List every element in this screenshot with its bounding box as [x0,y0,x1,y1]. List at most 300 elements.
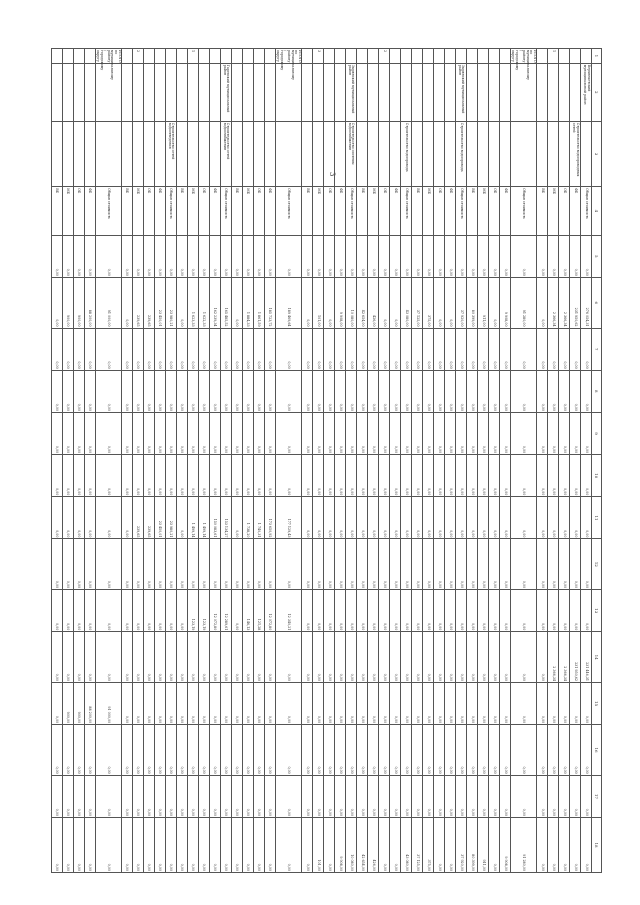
value-cell: 37 125,00 [411,817,422,872]
value-cell: 0,00 [537,497,548,539]
value-cell: 0,00 [345,497,356,539]
value-cell: 0,00 [121,277,132,328]
row-label-c2 [84,63,95,121]
value-cell: 426,00 [367,277,378,328]
value-cell: 0,00 [389,775,400,817]
row-label-c2 [537,63,548,121]
value-cell: 0,00 [209,412,220,454]
value-cell: 23 450,01 [154,277,165,328]
value-cell: 0,00 [154,632,165,683]
value-cell: 0,00 [488,412,499,454]
value-cell: 0,00 [220,539,231,590]
value-cell: 0,00 [176,590,187,632]
value-cell: 0,00 [84,725,95,776]
value-cell: 0,00 [367,775,378,817]
value-cell: 0,00 [334,725,345,776]
value-cell: 0,00 [198,370,209,412]
table-row [264,49,275,873]
value-cell: 0,00 [477,775,488,817]
value-cell: 0,00 [301,328,312,370]
value-cell: 0,00 [433,235,444,277]
value-cell: 0,00 [378,817,389,872]
value-cell: 0,00 [499,412,510,454]
row-label-c1 [537,49,548,64]
value-cell: 0,00 [378,725,389,776]
row-label-c2 [154,63,165,121]
value-cell: 0,00 [389,817,400,872]
value-cell: 0,00 [537,412,548,454]
value-cell: 0,00 [62,412,73,454]
value-cell: 0,00 [422,235,433,277]
row-label-c4: ВБ [301,187,312,236]
value-cell: 0,00 [510,539,536,590]
row-label-c2 [389,63,400,121]
value-cell: 0,00 [345,590,356,632]
value-cell: 80 399,00 [466,817,477,872]
row-label-c4: Общая стоимость [165,187,176,236]
value-cell: 0,00 [132,632,143,683]
row-label-c1 [400,49,411,64]
row-label-c2: Зырянский муниципальный район [455,63,466,121]
value-cell: 91 280,00 [510,817,536,872]
value-cell: 0,00 [231,632,242,683]
value-cell: 0,00 [581,455,592,497]
value-cell: 0,00 [323,632,334,683]
value-cell: 0,00 [433,775,444,817]
table-row [378,49,389,873]
value-cell: 37 920,00 [455,817,466,872]
value-cell: 0,00 [433,539,444,590]
row-label-c3: Строительство сетей водоотведения [165,121,176,186]
value-cell: 0,00 [198,775,209,817]
row-label-c3 [581,121,592,186]
row-label-c1 [581,49,592,64]
value-cell: 0,00 [455,497,466,539]
value-cell: 231 446,31 [581,632,592,683]
value-cell: 239,65 [132,497,143,539]
value-cell: 0,00 [466,455,477,497]
value-cell: 0,00 [444,455,455,497]
value-cell: 0,00 [477,412,488,454]
value-cell: 900,00 [62,682,73,724]
row-label-c1 [466,49,477,64]
value-cell: 0,00 [275,817,301,872]
value-cell: 0,00 [345,235,356,277]
value-cell: 0,00 [242,235,253,277]
value-cell: 189 469,64 [275,277,301,328]
value-cell: 0,00 [356,539,367,590]
value-cell: 0,00 [121,632,132,683]
value-cell: 0,00 [466,328,477,370]
row-label-c3: Строительство водопроводных сетей [570,121,581,186]
value-cell: 0,00 [154,412,165,454]
value-cell: 2 366,34 [548,632,559,683]
row-label-c2 [444,63,455,121]
row-label-c1 [422,49,433,64]
row-label-c3 [444,121,455,186]
value-cell: 0,00 [84,497,95,539]
value-cell: 0,00 [477,725,488,776]
value-cell: 0,00 [411,412,422,454]
row-label-c1 [499,49,510,64]
value-cell: 0,00 [62,817,73,872]
value-cell: 0,00 [356,412,367,454]
value-cell: 911,00 [477,277,488,328]
row-label-c2: Зырянский муниципальный район [345,63,356,121]
value-cell: 0,00 [345,539,356,590]
value-cell: 0,00 [84,455,95,497]
value-cell: 0,00 [312,775,323,817]
value-cell: 0,00 [73,590,84,632]
row-label-c2 [312,63,323,121]
value-cell: 0,00 [433,412,444,454]
value-cell: 0,00 [345,370,356,412]
row-label-c2 [334,63,345,121]
value-cell: 0,00 [187,775,198,817]
value-cell: 0,00 [334,497,345,539]
value-cell: 0,00 [323,235,334,277]
value-cell: 0,00 [559,412,570,454]
value-cell: 0,00 [176,632,187,683]
row-label-c3 [51,121,62,186]
row-label-c4: ОБ [323,187,334,236]
value-cell: 0,00 [367,412,378,454]
value-cell: 0,00 [187,412,198,454]
row-label-c1 [411,49,422,64]
row-label-c2 [378,63,389,121]
value-cell: 2 366,34 [559,277,570,328]
value-cell: 0,00 [187,370,198,412]
value-cell: 0,00 [334,370,345,412]
value-cell: 0,00 [253,725,264,776]
value-cell: 150 083,61 [209,497,220,539]
value-cell: 0,00 [389,235,400,277]
row-label-c2: Верхнекетский муниципальный район [581,63,592,121]
value-cell: 43 080,00 [400,277,411,328]
value-cell: 0,00 [356,235,367,277]
value-cell: 0,00 [411,539,422,590]
row-label-c1 [455,49,466,64]
value-cell: 0,00 [187,817,198,872]
row-label-c3 [548,121,559,186]
row-label-c1: 2 [378,49,389,64]
value-cell: 0,00 [154,455,165,497]
value-cell: 0,00 [537,370,548,412]
value-cell: 0,00 [400,632,411,683]
row-label-c4: ФБ [84,187,95,236]
value-cell: 0,00 [73,235,84,277]
value-cell: 0,00 [62,235,73,277]
value-cell: 0,00 [548,412,559,454]
value-cell: 0,00 [422,328,433,370]
value-cell: 0,00 [581,497,592,539]
value-cell: 0,00 [570,817,581,872]
row-label-c1 [209,49,220,64]
value-cell: 0,00 [73,817,84,872]
value-cell: 0,00 [176,817,187,872]
row-label-c2 [488,63,499,121]
value-cell: 0,00 [389,539,400,590]
value-cell: 0,00 [51,590,62,632]
row-label-c2 [275,63,301,121]
value-cell: 0,00 [165,235,176,277]
budget-table [51,48,602,873]
value-cell: 900,00 [62,277,73,328]
row-label-c4: МБ [132,187,143,236]
value-cell: 23 980,21 [165,497,176,539]
value-cell: 0,00 [264,235,275,277]
value-cell: 0,00 [264,412,275,454]
row-label-c2 [143,63,154,121]
value-cell: 0,00 [367,682,378,724]
value-cell: 1 499,14 [198,497,209,539]
row-label-c4: ФБ [154,187,165,236]
value-cell: 0,00 [132,370,143,412]
row-label-c2 [198,63,209,121]
row-label-c1 [73,49,84,64]
value-cell: 0,00 [121,682,132,724]
value-cell: 0,00 [559,370,570,412]
value-cell: 80 399,00 [466,277,477,328]
value-cell: 0,00 [323,455,334,497]
table-row [510,49,536,873]
value-cell: 0,00 [570,682,581,724]
table-row [570,49,581,873]
value-cell: 0,00 [581,328,592,370]
row-label-c1: ИТОГО по муниципальному району / городскому округу [276,50,302,80]
value-cell: 0,00 [231,590,242,632]
table-row [367,49,378,873]
value-cell: 0,00 [209,725,220,776]
value-cell: 0,00 [455,235,466,277]
value-cell: 0,00 [176,539,187,590]
value-cell: 0,00 [559,775,570,817]
value-cell: 0,00 [73,497,84,539]
value-cell: 0,00 [477,590,488,632]
row-label-c1: 1 [187,49,198,64]
value-cell: 0,00 [312,235,323,277]
value-cell: 0,00 [444,412,455,454]
value-cell: 0,00 [444,539,455,590]
row-label-c1 [334,49,345,64]
table-row [312,49,323,873]
value-cell: 123,19 [198,590,209,632]
table-row [84,49,95,873]
row-label-c2 [548,63,559,121]
value-cell: 0,00 [537,328,548,370]
value-cell: 0,00 [422,590,433,632]
value-cell: 0,00 [389,632,400,683]
row-label-c2 [264,63,275,121]
value-cell: 0,00 [51,328,62,370]
header-cell: 7 [592,328,602,370]
value-cell: 146,13 [242,590,253,632]
row-label-c2 [132,63,143,121]
value-cell: 0,00 [95,455,121,497]
value-cell: 0,00 [198,235,209,277]
row-label-c4: МБ [548,187,559,236]
value-cell: 0,00 [378,775,389,817]
value-cell: 0,00 [312,682,323,724]
value-cell: 0,00 [510,235,536,277]
value-cell: 0,00 [510,455,536,497]
value-cell: 0,00 [301,497,312,539]
value-cell: 0,00 [143,590,154,632]
value-cell: 0,00 [231,682,242,724]
row-label-c4: МБ [367,187,378,236]
row-label-c2 [477,63,488,121]
value-cell: 165 485,52 [220,277,231,328]
value-cell: 0,00 [143,235,154,277]
table-row [154,49,165,873]
value-cell: 0,00 [73,328,84,370]
value-cell: 0,00 [95,235,121,277]
value-cell: 0,00 [132,539,143,590]
value-cell: 0,00 [411,590,422,632]
value-cell: 0,00 [51,725,62,776]
value-cell: 0,00 [581,235,592,277]
value-cell: 0,00 [73,775,84,817]
value-cell: 0,00 [323,817,334,872]
row-label-c1 [559,49,570,64]
table-row [548,49,559,873]
row-label-c2 [242,63,253,121]
row-label-c2 [356,63,367,121]
value-cell: 0,00 [499,775,510,817]
value-cell: 0,00 [242,682,253,724]
value-cell: 0,00 [95,412,121,454]
row-label-c4: ОБ [143,187,154,236]
value-cell: 0,00 [444,328,455,370]
value-cell: 0,00 [132,328,143,370]
row-label-c4: МБ [62,187,73,236]
value-cell: 0,00 [345,632,356,683]
value-cell: 0,00 [231,725,242,776]
value-cell: 0,00 [231,370,242,412]
value-cell: 0,00 [389,725,400,776]
row-label-c4: ОБ [378,187,389,236]
table-row [165,49,176,873]
value-cell: 0,00 [143,817,154,872]
value-cell: 0,00 [220,775,231,817]
row-label-c3 [253,121,264,186]
value-cell: 0,00 [499,682,510,724]
value-cell: 0,00 [389,455,400,497]
value-cell: 0,00 [537,590,548,632]
value-cell: 0,00 [559,235,570,277]
row-label-c1: ИТОГО по муниципальному району / городскому округу [96,50,122,80]
header-cell: 10 [592,455,602,497]
value-cell: 0,00 [121,328,132,370]
value-cell: 0,00 [537,775,548,817]
value-cell: 0,00 [209,539,220,590]
row-label-c3 [323,121,334,186]
value-cell: 0,00 [411,497,422,539]
value-cell: 0,00 [62,775,73,817]
value-cell: 0,00 [165,682,176,724]
value-cell: 0,00 [488,682,499,724]
value-cell: 0,00 [488,455,499,497]
header-cell: 15 [592,682,602,724]
value-cell: 0,00 [301,817,312,872]
value-cell: 239,65 [143,277,154,328]
value-cell: 0,00 [95,590,121,632]
value-cell: 0,00 [220,328,231,370]
value-cell: 0,00 [198,725,209,776]
row-label-c1 [301,49,312,64]
value-cell: 0,00 [253,775,264,817]
value-cell: 0,00 [198,328,209,370]
value-cell: 0,00 [312,455,323,497]
row-label-c3 [154,121,165,186]
value-cell: 0,00 [62,590,73,632]
value-cell: 12 072,80 [264,590,275,632]
value-cell: 0,00 [581,682,592,724]
value-cell: 0,00 [242,725,253,776]
value-cell: 0,00 [378,455,389,497]
value-cell: 0,00 [334,775,345,817]
row-label-c4: Общая стоимость [220,187,231,236]
value-cell: 10 080,00 [345,817,356,872]
value-cell: 0,00 [570,725,581,776]
value-cell: 0,00 [312,497,323,539]
rotated-table-wrapper [51,48,602,873]
row-label-c3 [95,121,121,186]
value-cell: 0,00 [154,235,165,277]
value-cell: 0,00 [242,328,253,370]
value-cell: 0,00 [132,682,143,724]
value-cell: 0,00 [231,817,242,872]
value-cell: 0,00 [356,497,367,539]
value-cell: 0,00 [559,497,570,539]
row-label-c3 [275,121,301,186]
value-cell: 0,00 [510,682,536,724]
value-cell: 0,00 [411,235,422,277]
value-cell: 0,00 [198,817,209,872]
value-cell: 0,00 [253,539,264,590]
value-cell: 0,00 [95,775,121,817]
table-row [400,49,411,873]
value-cell: 231 950,62 [570,632,581,683]
value-cell: 0,00 [187,328,198,370]
value-cell: 0,00 [242,632,253,683]
value-cell: 0,00 [121,590,132,632]
value-cell: 0,00 [143,725,154,776]
value-cell: 0,00 [231,539,242,590]
row-label-c3 [411,121,422,186]
row-label-c1 [242,49,253,64]
value-cell: 0,00 [367,725,378,776]
value-cell: 0,00 [143,632,154,683]
row-label-c2 [231,63,242,121]
row-label-c1 [154,49,165,64]
value-cell: 0,00 [477,682,488,724]
value-cell: 0,00 [477,328,488,370]
value-cell: 0,00 [275,455,301,497]
value-cell: 911,00 [477,817,488,872]
value-cell: 0,00 [132,455,143,497]
value-cell: 0,00 [154,370,165,412]
value-cell: 0,00 [510,725,536,776]
value-cell: 0,00 [51,235,62,277]
value-cell: 101,00 [312,817,323,872]
value-cell: 0,00 [312,328,323,370]
value-cell: 0,00 [62,455,73,497]
value-cell: 0,00 [323,328,334,370]
table-row [51,49,62,873]
row-label-c3 [312,121,323,186]
value-cell: 0,00 [187,539,198,590]
